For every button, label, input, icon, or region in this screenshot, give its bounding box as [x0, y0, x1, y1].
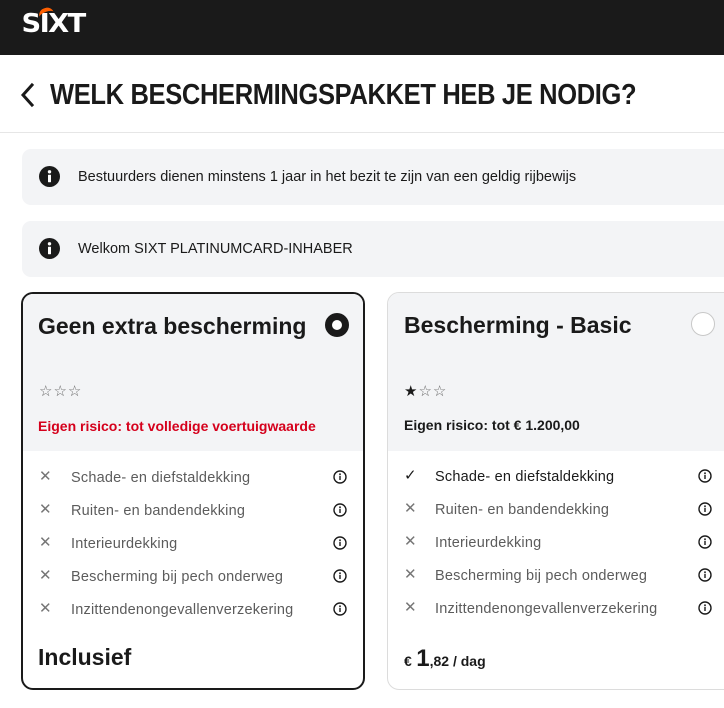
- cross-icon: ✕: [404, 500, 417, 517]
- info-outline-icon[interactable]: [333, 569, 347, 583]
- card-header: [23, 294, 363, 451]
- cross-icon: ✕: [39, 501, 52, 518]
- info-filled-icon: [39, 238, 60, 259]
- package-title: Bescherming - Basic: [404, 312, 632, 338]
- info-outline-icon[interactable]: [698, 502, 712, 516]
- feature-label: Inzittendenongevallenverzekering: [71, 602, 294, 618]
- price-integer: 1: [416, 645, 430, 672]
- cross-icon: ✕: [39, 534, 52, 551]
- notice-text: Bestuurders dienen minstens 1 jaar in het bezit te zijn van een geldig rijbewijs: [78, 169, 577, 185]
- deductible-text: Eigen risico: tot € 1.200,00: [404, 417, 580, 433]
- info-outline-icon[interactable]: [698, 469, 712, 483]
- cross-icon: ✕: [404, 599, 417, 616]
- star-empty-icon: ☆☆: [418, 383, 448, 400]
- page-title: WELK BESCHERMINGSPAKKET HEB JE NODIG?: [50, 79, 637, 111]
- feature-item: [388, 565, 724, 598]
- star-filled-icon: ★: [404, 383, 419, 400]
- chevron-left-icon: [18, 81, 40, 109]
- sixt-logo[interactable]: [23, 9, 83, 39]
- package-radio-selected[interactable]: [325, 313, 349, 337]
- info-outline-icon[interactable]: [333, 470, 347, 484]
- cross-icon: ✕: [404, 533, 417, 550]
- package-title: Geen extra bescherming: [38, 313, 307, 339]
- cross-icon: ✕: [39, 567, 52, 584]
- info-outline-icon[interactable]: [333, 602, 347, 616]
- top-navigation-bar: [0, 0, 724, 55]
- notice-text: Welkom SIXT PLATINUMCARD-INHABER: [78, 241, 353, 257]
- price-currency: €: [404, 653, 412, 669]
- feature-label: Schade- en diefstaldekking: [435, 469, 615, 485]
- info-filled-icon: [39, 166, 60, 187]
- info-outline-icon[interactable]: [333, 536, 347, 550]
- feature-label: Interieurdekking: [71, 536, 178, 552]
- feature-label: Bescherming bij pech onderweg: [71, 569, 284, 585]
- rating-stars-icon: ☆☆☆: [39, 383, 83, 400]
- check-icon: ✓: [404, 467, 417, 484]
- feature-item: [388, 532, 724, 565]
- feature-label: Interieurdekking: [435, 535, 542, 551]
- feature-item: [23, 599, 363, 632]
- info-outline-icon[interactable]: [698, 535, 712, 549]
- feature-label: Bescherming bij pech onderweg: [435, 568, 648, 584]
- info-outline-icon[interactable]: [698, 568, 712, 582]
- feature-label: Schade- en diefstaldekking: [71, 470, 251, 486]
- rating-stars-icon: [404, 382, 447, 400]
- feature-item: [23, 533, 363, 566]
- feature-item: [23, 500, 363, 533]
- feature-label: Ruiten- en bandendekking: [435, 502, 610, 518]
- price-decimal-per-day: ,82 / dag: [429, 653, 486, 669]
- cross-icon: ✕: [39, 600, 52, 617]
- notice-license-requirement: [22, 149, 724, 205]
- package-price: Inclusief: [38, 644, 132, 670]
- package-card-no-extra-protection[interactable]: [21, 292, 365, 690]
- feature-item: [388, 499, 724, 532]
- feature-label: Ruiten- en bandendekking: [71, 503, 246, 519]
- package-price: [404, 645, 486, 673]
- package-radio-unselected[interactable]: [691, 312, 715, 336]
- info-outline-icon[interactable]: [698, 601, 712, 615]
- feature-list: [388, 466, 724, 631]
- deductible-text: Eigen risico: tot volledige voertuigwaarde: [38, 418, 316, 434]
- card-header: [388, 293, 724, 451]
- back-button[interactable]: [18, 81, 40, 109]
- feature-label: Inzittendenongevallenverzekering: [435, 601, 658, 617]
- page-header: [0, 55, 724, 133]
- cross-icon: ✕: [39, 468, 52, 485]
- logo-text: SIXT: [21, 9, 85, 39]
- feature-list: [23, 467, 363, 632]
- info-outline-icon[interactable]: [333, 503, 347, 517]
- notice-welcome: [22, 221, 724, 277]
- feature-item: [23, 566, 363, 599]
- package-card-basic-protection[interactable]: [387, 292, 724, 690]
- feature-item: [388, 598, 724, 631]
- cross-icon: ✕: [404, 566, 417, 583]
- feature-item: [23, 467, 363, 500]
- feature-item: [388, 466, 724, 499]
